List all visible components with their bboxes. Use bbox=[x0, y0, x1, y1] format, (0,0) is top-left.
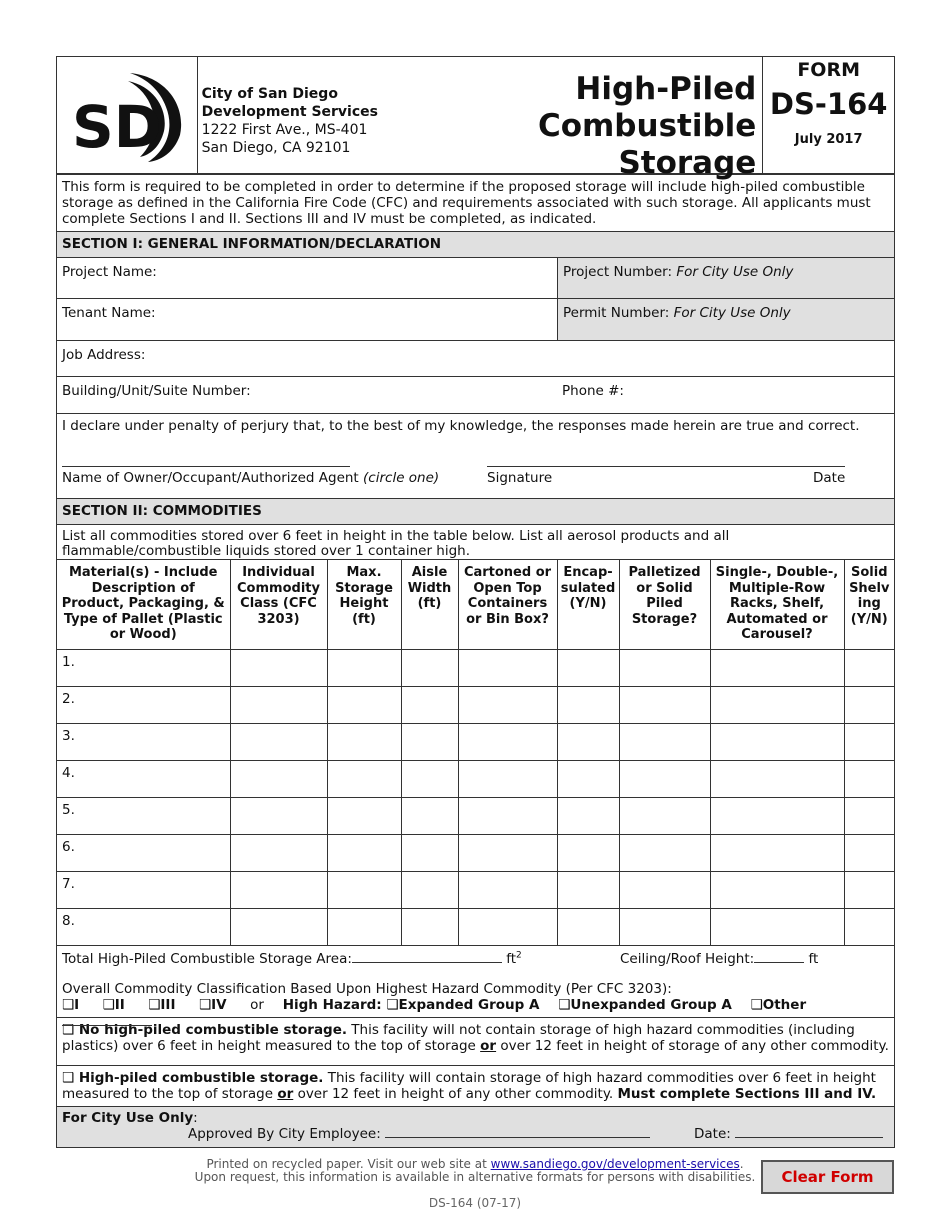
declaration-block bbox=[57, 414, 894, 499]
project-name-field[interactable]: Project Name: bbox=[62, 264, 157, 280]
sd-logo-icon bbox=[68, 67, 186, 163]
form-header bbox=[57, 57, 894, 181]
table-row bbox=[57, 760, 894, 797]
project-number-field: Project Number: For City Use Only bbox=[557, 258, 894, 298]
table-cell[interactable] bbox=[327, 686, 401, 723]
approved-by-input[interactable] bbox=[385, 1125, 650, 1138]
class-ii-checkbox[interactable]: ❑II bbox=[102, 996, 125, 1013]
col-header-aisle: Aisle Width (ft) bbox=[401, 560, 458, 649]
class-iii-checkbox[interactable]: ❑III bbox=[148, 996, 176, 1013]
ceiling-height: Ceiling/Roof Height: ft bbox=[620, 950, 819, 967]
table-cell[interactable] bbox=[710, 908, 844, 945]
table-cell[interactable] bbox=[401, 797, 458, 834]
phone-field[interactable]: Phone #: bbox=[562, 383, 624, 399]
table-cell[interactable] bbox=[557, 871, 619, 908]
table-row bbox=[57, 649, 894, 686]
table-cell[interactable] bbox=[557, 797, 619, 834]
table-cell[interactable] bbox=[458, 908, 557, 945]
col-header-class: Individual Commodity Class (CFC 3203) bbox=[230, 560, 327, 649]
col-header-material: Material(s) - Include Description of Product, Packaging, & Type of Pallet (Plastic or Wood) bbox=[57, 560, 230, 649]
no-highpiled-option[interactable]: ❑ No high-piled combustible storage. This facility will not contain storage of high hazard commodities (including plastics) over 6 feet in height measured to the top of storage or over 12 feet in height of storage of any other commodity. bbox=[57, 1018, 894, 1066]
totals-block bbox=[57, 946, 894, 1018]
table-cell[interactable] bbox=[458, 797, 557, 834]
row-number-cell[interactable]: 3. bbox=[57, 723, 230, 760]
table-cell[interactable] bbox=[619, 797, 710, 834]
other-input[interactable] bbox=[62, 1013, 152, 1026]
intro-text: This form is required to be completed in order to determine if the proposed storage will include high-piled combustible storage as defined in the California Fire Code (CFC) and requirements associated with such storage. All applicants must complete Sections I and II. Sections III and IV must be completed, as indicated. bbox=[57, 175, 894, 232]
col-header-shelving: Solid Shelv ing (Y/N) bbox=[844, 560, 894, 649]
row-number-cell[interactable]: 5. bbox=[57, 797, 230, 834]
class-iv-checkbox[interactable]: ❑IV bbox=[198, 996, 227, 1013]
table-cell[interactable] bbox=[844, 871, 894, 908]
footer-line1: Printed on recycled paper. Visit our web site at www.sandiego.gov/development-services. bbox=[206, 1157, 744, 1171]
project-row bbox=[57, 258, 894, 299]
table-cell[interactable] bbox=[844, 834, 894, 871]
table-cell[interactable] bbox=[844, 797, 894, 834]
table-row bbox=[57, 871, 894, 908]
table-cell[interactable] bbox=[619, 649, 710, 686]
tenant-row bbox=[57, 299, 894, 341]
highpiled-checkbox[interactable]: ❑ bbox=[62, 1069, 79, 1086]
table-cell[interactable] bbox=[619, 908, 710, 945]
row-number-cell[interactable]: 6. bbox=[57, 834, 230, 871]
dept-address2: San Diego, CA 92101 bbox=[201, 140, 351, 156]
row-number-cell[interactable]: 4. bbox=[57, 760, 230, 797]
table-cell[interactable] bbox=[619, 686, 710, 723]
approved-by: Approved By City Employee: bbox=[188, 1125, 650, 1142]
table-cell[interactable] bbox=[710, 871, 844, 908]
col-header-encapsulated: Encap-sulated (Y/N) bbox=[557, 560, 619, 649]
unexpanded-group-a-checkbox[interactable]: ❑Unexpanded Group A bbox=[558, 996, 732, 1013]
table-cell[interactable] bbox=[401, 649, 458, 686]
form-title bbox=[397, 57, 762, 181]
building-row bbox=[57, 377, 894, 414]
table-header-row bbox=[57, 560, 894, 649]
city-date-input[interactable] bbox=[735, 1125, 883, 1138]
table-cell[interactable] bbox=[327, 649, 401, 686]
high-hazard-label: High Hazard: bbox=[282, 996, 382, 1013]
table-cell[interactable] bbox=[401, 686, 458, 723]
table-cell[interactable] bbox=[230, 834, 327, 871]
table-cell[interactable] bbox=[458, 834, 557, 871]
section2-heading: SECTION II: COMMODITIES bbox=[57, 499, 894, 525]
title-line1: High-Piled bbox=[575, 71, 757, 107]
table-cell[interactable] bbox=[710, 834, 844, 871]
ceiling-height-input[interactable] bbox=[754, 950, 804, 963]
table-row bbox=[57, 686, 894, 723]
signature-line[interactable] bbox=[487, 466, 745, 467]
city-date: Date: bbox=[694, 1125, 883, 1142]
table-cell[interactable] bbox=[401, 871, 458, 908]
col-header-racks: Single-, Double-, Multiple-Row Racks, Shelf, Automated or Carousel? bbox=[710, 560, 844, 649]
table-cell[interactable] bbox=[230, 797, 327, 834]
classification-label: Overall Commodity Classification Based Upon Highest Hazard Commodity (Per CFC 3203): bbox=[62, 980, 672, 997]
table-cell[interactable] bbox=[557, 649, 619, 686]
row-number-cell[interactable]: 2. bbox=[57, 686, 230, 723]
tenant-name-field[interactable]: Tenant Name: bbox=[62, 305, 156, 321]
section1-heading: SECTION I: GENERAL INFORMATION/DECLARATION bbox=[57, 232, 894, 258]
table-cell[interactable] bbox=[557, 760, 619, 797]
building-unit-field[interactable]: Building/Unit/Suite Number: bbox=[62, 383, 251, 399]
job-address-row bbox=[57, 341, 894, 377]
table-cell[interactable] bbox=[401, 760, 458, 797]
highpiled-option[interactable]: ❑ High-piled combustible storage. This facility will contain storage of high hazard commodities over 6 feet in height measured to the top of storage or over 12 feet in height of any other commodity. Must complete Sections III and IV. bbox=[57, 1066, 894, 1107]
other-checkbox[interactable]: ❑Other bbox=[750, 996, 807, 1013]
dept-name: Development Services bbox=[201, 104, 378, 120]
table-cell[interactable] bbox=[458, 686, 557, 723]
footer-line2: Upon request, this information is available in alternative formats for persons with disabilities. bbox=[194, 1170, 756, 1184]
owner-label: Name of Owner/Occupant/Authorized Agent (circle one) bbox=[62, 470, 440, 486]
form-number-block bbox=[762, 57, 894, 173]
permit-number-field: Permit Number: For City Use Only bbox=[557, 299, 894, 340]
no-highpiled-checkbox[interactable]: ❑ bbox=[62, 1021, 79, 1038]
row-number-cell[interactable]: 8. bbox=[57, 908, 230, 945]
table-cell[interactable] bbox=[401, 723, 458, 760]
title-line2: Combustible Storage bbox=[537, 108, 757, 181]
signature-label: Signature bbox=[487, 470, 553, 486]
row-number-cell[interactable]: 1. bbox=[57, 649, 230, 686]
table-cell[interactable] bbox=[619, 723, 710, 760]
table-cell[interactable] bbox=[844, 649, 894, 686]
table-cell[interactable] bbox=[327, 871, 401, 908]
table-cell[interactable] bbox=[401, 908, 458, 945]
job-address-field[interactable]: Job Address: bbox=[62, 347, 146, 363]
table-cell[interactable] bbox=[844, 760, 894, 797]
table-cell[interactable] bbox=[557, 908, 619, 945]
table-cell[interactable] bbox=[458, 723, 557, 760]
table-row bbox=[57, 723, 894, 760]
declaration-text: I declare under penalty of perjury that, to the best of my knowledge, the responses made herein are true and correct. bbox=[62, 418, 860, 434]
form-date: July 2017 bbox=[794, 132, 863, 147]
city-use-block bbox=[57, 1107, 894, 1147]
table-cell[interactable] bbox=[230, 760, 327, 797]
classification-options bbox=[62, 997, 894, 1030]
table-cell[interactable] bbox=[557, 686, 619, 723]
table-cell[interactable] bbox=[230, 908, 327, 945]
table-cell[interactable] bbox=[710, 760, 844, 797]
table-cell[interactable] bbox=[710, 686, 844, 723]
table-cell[interactable] bbox=[327, 760, 401, 797]
clear-form-button[interactable]: Clear Form bbox=[761, 1160, 894, 1194]
col-header-palletized: Palletized or Solid Piled Storage? bbox=[619, 560, 710, 649]
table-cell[interactable] bbox=[557, 834, 619, 871]
table-cell[interactable] bbox=[327, 723, 401, 760]
total-area-input[interactable] bbox=[352, 950, 502, 963]
table-cell[interactable] bbox=[230, 649, 327, 686]
or-text: or bbox=[250, 996, 264, 1013]
table-cell[interactable] bbox=[230, 723, 327, 760]
form-container bbox=[56, 56, 895, 1148]
table-cell[interactable] bbox=[327, 834, 401, 871]
table-cell[interactable] bbox=[458, 649, 557, 686]
table-cell[interactable] bbox=[230, 871, 327, 908]
table-row bbox=[57, 797, 894, 834]
table-cell[interactable] bbox=[844, 908, 894, 945]
table-row bbox=[57, 908, 894, 945]
table-cell[interactable] bbox=[401, 834, 458, 871]
commodities-note: List all commodities stored over 6 feet in height in the table below. List all aerosol products and all flammable/combustible liquids stored over 1 container high. bbox=[57, 525, 894, 560]
dept-city: City of San Diego bbox=[201, 86, 338, 102]
table-cell[interactable] bbox=[619, 760, 710, 797]
table-cell[interactable] bbox=[619, 871, 710, 908]
table-cell[interactable] bbox=[710, 723, 844, 760]
city-use-label: For City Use Only: bbox=[62, 1109, 198, 1126]
table-cell[interactable] bbox=[458, 871, 557, 908]
city-logo bbox=[57, 57, 198, 173]
table-cell[interactable] bbox=[327, 797, 401, 834]
svg-text:SD: SD bbox=[71, 93, 162, 161]
owner-signature-line[interactable] bbox=[62, 466, 350, 467]
date-label: Date bbox=[813, 470, 846, 486]
table-cell[interactable] bbox=[710, 649, 844, 686]
col-header-cartoned: Cartoned or Open Top Containers or Bin Box? bbox=[458, 560, 557, 649]
class-i-checkbox[interactable]: ❑I bbox=[62, 996, 80, 1013]
form-number: DS-164 bbox=[769, 87, 888, 121]
table-row bbox=[57, 834, 894, 871]
website-link[interactable]: www.sandiego.gov/development-services bbox=[490, 1157, 740, 1171]
table-cell[interactable] bbox=[619, 834, 710, 871]
col-header-height: Max. Storage Height (ft) bbox=[327, 560, 401, 649]
form-label: FORM bbox=[797, 59, 860, 81]
dept-address1: 1222 First Ave., MS-401 bbox=[201, 122, 368, 138]
table-cell[interactable] bbox=[844, 723, 894, 760]
commodities-table bbox=[57, 560, 894, 946]
table-cell[interactable] bbox=[230, 686, 327, 723]
expanded-group-a-checkbox[interactable]: ❑Expanded Group A bbox=[386, 996, 540, 1013]
document-id: DS-164 (07-17) bbox=[428, 1196, 522, 1210]
row-number-cell[interactable]: 7. bbox=[57, 871, 230, 908]
total-area: Total High-Piled Combustible Storage Area: $ft^2$ bbox=[62, 950, 522, 967]
table-cell[interactable] bbox=[844, 686, 894, 723]
table-cell[interactable] bbox=[327, 908, 401, 945]
department-info bbox=[198, 57, 398, 173]
table-cell[interactable] bbox=[557, 723, 619, 760]
date-line[interactable] bbox=[745, 466, 845, 467]
table-cell[interactable] bbox=[458, 760, 557, 797]
table-cell[interactable] bbox=[710, 797, 844, 834]
